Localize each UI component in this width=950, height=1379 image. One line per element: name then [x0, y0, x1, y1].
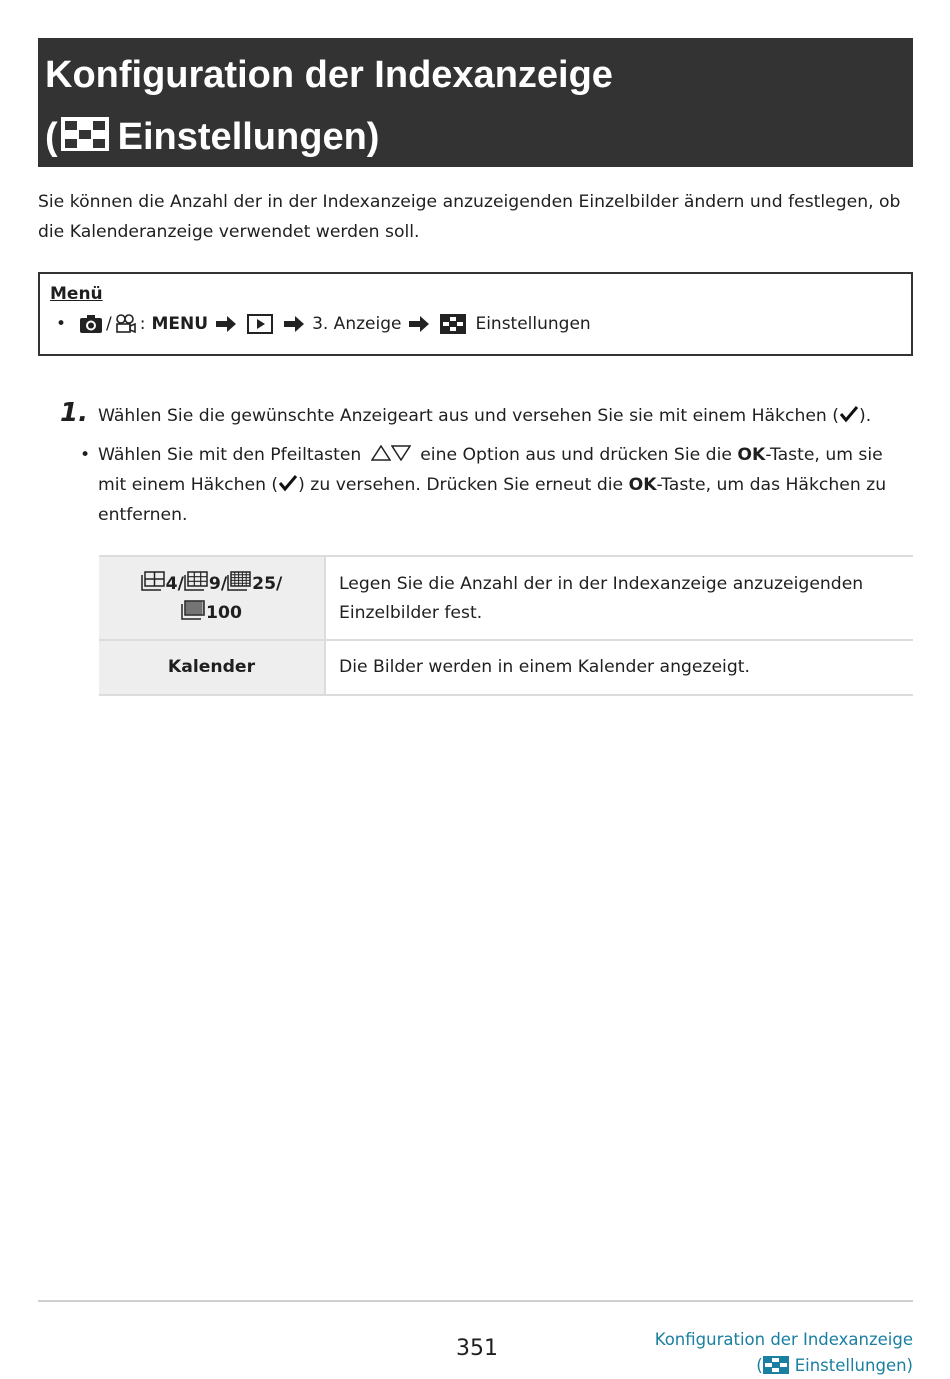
step-instruction: [98, 402, 871, 430]
footer-link-line2[interactable]: [655, 1353, 913, 1379]
bullet-text-part3: -Taste, um sie mit einem Häkchen (: [98, 445, 883, 495]
menu-button-label: MENU: [151, 314, 209, 334]
step-instruction-text: Wählen Sie die gewünschte Anzeigeart aus und versehen Sie sie mit einem Häkchen (: [98, 406, 839, 426]
arrow-right-icon: [408, 316, 430, 332]
page-title-block: [38, 38, 913, 167]
arrow-up-icon: [371, 445, 391, 461]
menu-path: [50, 311, 901, 337]
option-calendar-label: Kalender: [99, 640, 325, 695]
footer-link-settings[interactable]: Einstellungen): [794, 1356, 913, 1375]
grid-25-icon: [227, 571, 251, 591]
options-table: [99, 555, 913, 696]
footer-link-line1[interactable]: Konfiguration der Indexanzeige: [654, 1330, 913, 1349]
intro-paragraph: Sie können die Anzahl der in der Indexanzeige anzuzeigenden Einzelbilder ändern und festlegen, ob die Kalenderanzeige verwendet werden soll.: [38, 192, 901, 242]
index-view-icon: [440, 314, 466, 334]
title-open-paren: (: [45, 116, 58, 158]
option-4-label: 4/: [165, 574, 184, 594]
arrow-right-icon: [215, 316, 237, 332]
playback-icon: [247, 314, 273, 334]
grid-4-icon: [141, 571, 165, 591]
bullet-text-part1: Wählen Sie mit den Pfeiltasten: [98, 445, 362, 465]
title-settings-text: Einstellungen): [117, 116, 380, 158]
camera-icon: [79, 314, 103, 334]
grid-9-icon: [184, 571, 208, 591]
menu-colon: :: [139, 314, 146, 334]
checkmark-icon: [278, 474, 298, 492]
option-100-label: 100: [206, 603, 242, 623]
option-calendar-description: Die Bilder werden in einem Kalender angezeigt.: [325, 640, 913, 695]
page-title-line2: [45, 106, 913, 168]
option-9-label: 9/: [208, 574, 228, 594]
index-view-icon: [60, 116, 110, 152]
option-25-label: 25/: [252, 574, 283, 594]
option-grid-counts: [99, 556, 325, 640]
movie-camera-icon: [115, 314, 137, 334]
ok-button-label: OK: [737, 445, 766, 465]
menu-step-display: 3. Anzeige: [312, 314, 402, 334]
arrow-down-icon: [391, 445, 411, 461]
index-view-icon: [763, 1356, 789, 1374]
table-row: [99, 556, 913, 640]
menu-heading: Menü: [50, 284, 103, 304]
menu-separator: /: [106, 314, 112, 334]
footer-link-open-paren[interactable]: (: [756, 1356, 763, 1375]
arrow-right-icon: [283, 316, 305, 332]
page-title-line1: Konfiguration der Indexanzeige: [45, 54, 613, 96]
checkmark-icon: [839, 405, 859, 423]
menu-path-box: [38, 272, 913, 356]
menu-bullet: •: [56, 314, 67, 334]
option-grid-description: Legen Sie die Anzahl der in der Indexanzeige anzuzeigenden Einzelbilder fest.: [325, 556, 913, 640]
bullet-text-part5: -Taste, um das Häkchen zu entfernen.: [98, 475, 887, 525]
grid-100-icon: [181, 600, 205, 620]
ok-button-label: OK: [628, 475, 657, 495]
bullet-text-part4: ) zu versehen. Drücken Sie erneut die: [298, 475, 624, 495]
bullet-dot: •: [80, 445, 91, 465]
menu-final-item: Einstellungen: [475, 314, 591, 334]
footer-divider: [38, 1300, 913, 1302]
step-number: 1.: [60, 398, 88, 428]
step-instruction-end: ).: [858, 406, 872, 426]
page-number: 351: [456, 1336, 498, 1361]
step-bullet: [80, 440, 908, 530]
bullet-text-part2: eine Option aus und drücken Sie die: [420, 445, 732, 465]
table-row: [99, 640, 913, 695]
footer-section-link[interactable]: [655, 1327, 913, 1379]
